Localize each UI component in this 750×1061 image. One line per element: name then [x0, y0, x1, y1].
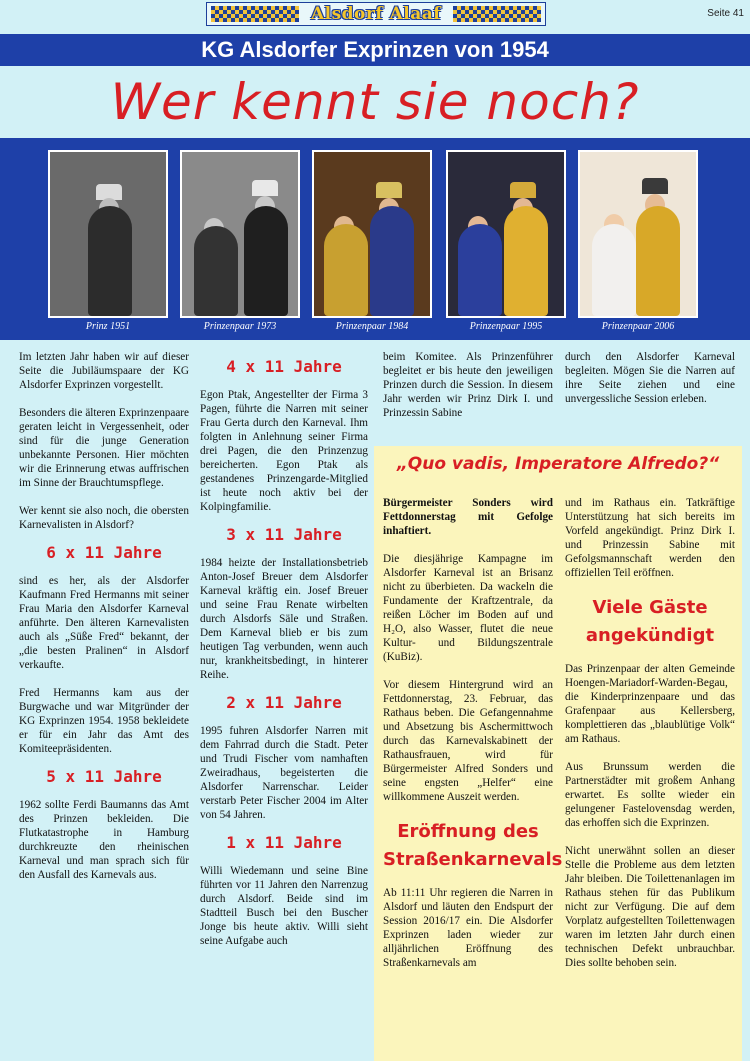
box-column-left: [383, 496, 563, 970]
paragraph: Willi Wiedemann und seine Bine führten vor 11 Jahren den Narrenzug durch Alsdorf. Beide sind im Stadtteil Busch bei den Buscher Jonge bis heute aktiv. Willi sieht seine Aufgabe auch: [200, 865, 368, 947]
paragraph: 1984 heizte der Installationsbetrieb Anton-Josef Breuer dem Alsdorfer Karneval kräftig ein. Josef Breuer und seine Frau Renate wirbelten durch Alsdorfs Säle und Straßen. Dem Karneval blieb er bis zum heutigen Tag verbunden, wenn auch nur, krankheitsbedingt, in hinterer Reihe.: [200, 557, 368, 681]
photo-prinzenpaar-1973: [180, 150, 300, 318]
article-column-3: [383, 350, 553, 420]
paragraph: durch den Alsdorfer Karneval begleiten. Mögen Sie die Narren auf ihre Seite ziehen und eine unvergessliche Session erleben.: [565, 351, 735, 405]
subheading: 4 x 11 Jahre: [226, 357, 342, 376]
photo-prinzenpaar-1984: [312, 150, 432, 318]
photo-prinz-1951: [48, 150, 168, 318]
photo-prinzenpaar-2006: [578, 150, 698, 318]
subheading: 1 x 11 Jahre: [226, 833, 342, 852]
paragraph: Ab 11:11 Uhr regieren die Narren in Alsdorf und läuten den Endspurt der Session 2016/17 ein. Die Alsdorfer Exprinzen laden wieder zur alljährlichen Eröffnung des Straßenkarnevals am: [383, 887, 553, 969]
brand-title: Alsdorf Alaaf: [310, 4, 442, 24]
photo-caption: Prinzenpaar 1973: [203, 321, 277, 332]
subheading: 3 x 11 Jahre: [226, 525, 342, 544]
paragraph: beim Komitee. Als Prinzenführer begleitet er bis heute den jeweiligen Prinzen durch die Session. In diesem Jahr werden wir Prinz Dirk I. und Prinzessin Sabine: [383, 351, 553, 419]
article-column-4: [565, 350, 735, 406]
photo-caption: Prinzenpaar 1995: [469, 321, 543, 332]
article-column-2: [200, 356, 368, 948]
paragraph: Aus Brunssum werden die Partnerstädter mit großem Anhang erwartet. Es sollte wieder ein gelungener Fastelovensdag werden, das erhoffen sich die Exprinzen.: [565, 761, 735, 829]
subheading: Eröffnung des Straßenkarnevals: [383, 821, 563, 870]
photo-strip: [0, 138, 750, 340]
photo-caption: Prinz 1951: [85, 321, 131, 332]
photo-caption: Prinzenpaar 1984: [335, 321, 409, 332]
paragraph: sind es her, als der Alsdorfer Kaufmann Fred Hermanns mit seiner Frau Maria den Alsdorfer Karneval anführte. Den älteren Karnevalisten auch als „Süße Fred“ bekannt, der „die besten Pralinen“ in Alsdorf verkaufte.: [19, 575, 189, 671]
paragraph: Das Prinzenpaar der alten Gemeinde Hoengen-Mariadorf-Warden-Begau, die Kinderprinzenpaare und das Grafenpaar aus Kellersberg, komplettieren das „blaublütige Volk“ am Rathaus.: [565, 663, 735, 745]
subheading: 2 x 11 Jahre: [226, 693, 342, 712]
paragraph: Besonders die älteren Exprinzenpaare geraten leicht in Vergessenheit, oder sind für die junge Generation unbekannte Personen. Hier möchten wir die Erinnerung etwas auffrischen im Sinne der Brauchtumspflege.: [19, 407, 189, 489]
paragraph: Egon Ptak, Angestellter der Firma 3 Pagen, führte die Narren mit seiner Frau Gerta durch den Karneval. Ihm folgten in Anlehnung seiner Firma drei Pagen, die den Prinzenzug bereicherten. Egon Ptak als gestandenes Prinzengarde-Mitglied ist heute noch aktiv bei der Kolpingfamilie.: [200, 389, 368, 513]
photo-prinzenpaar-1995: [446, 150, 566, 318]
paragraph: Im letzten Jahr haben wir auf dieser Seite die Jubiläumspaare der KG Alsdorfer Exprinzen vorgestellt.: [19, 351, 189, 391]
article-column-1: [19, 350, 189, 882]
box-title: „Quo vadis, Imperatore Alfredo?“: [396, 454, 720, 474]
page-number: Seite 41: [707, 8, 744, 19]
paragraph: 1962 sollte Ferdi Baumanns das Amt des Prinzen bekleiden. Die Flutkatastrophe in Hamburg durchkreuzte den rheinischen Karneval und man sprach sich für den Ausfall des Karnevals aus.: [19, 799, 189, 881]
section-banner: KG Alsdorfer Exprinzen von 1954: [0, 34, 750, 66]
photo-caption: Prinzenpaar 2006: [601, 321, 675, 332]
paragraph: Vor diesem Hintergrund wird an Fettdonnerstag, 23. Februar, das Rathaus beben. Die Gefangennahme und Absetzung bis Aschermittwoch durch das Karnevalskabinett der Rathausfrauen, wird für Bürgermeister Alfred Sonders und seine engsten „Helfer“ eine willkommene Auszeit werden.: [383, 679, 553, 803]
box-column-right: [565, 496, 735, 970]
page-headline: Wer kennt sie noch?: [110, 73, 640, 131]
subheading: 5 x 11 Jahre: [46, 767, 162, 786]
paragraph: 1995 fuhren Alsdorfer Narren mit dem Fahrrad durch die Stadt. Peter und Trudi Fischer vom namhaften Zweiradhaus, begeisterten die Alsdorfer Narrenschar. Leider verstarb Peter Fischer 2004 im Alter von 54 Jahren.: [200, 725, 368, 821]
paragraph: und im Rathaus ein. Tatkräftige Unterstützung hat sich bereits im Vorfeld angekündigt. Prinz Dirk I. und Prinzessin Sabine mit Gefolgsmannschaft werden den offiziellen Teil eröffnen.: [565, 497, 735, 579]
paragraph: Wer kennt sie also noch, die obersten Karnevalisten in Alsdorf?: [19, 505, 189, 531]
brand-logo: [206, 2, 546, 26]
paragraph: Fred Hermanns kam aus der Burgwache und war Mitgründer der KG Exprinzen 1954. 1958 bekleidete er für ein Jahr das Amt des Komiteepräsidenten.: [19, 687, 189, 755]
paragraph: Die diesjährige Kampagne im Alsdorfer Karneval ist an Brisanz nicht zu überbieten. Da wackeln die Fundamente der Kraftzentrale, da reißen Löcher im Boden auf und H₂O, also Wasser, flutet die neue Kultur- und Bildungszentrale (KuBiz).: [383, 553, 553, 663]
top-bar: [0, 0, 750, 30]
subheading: Viele Gäste angekündigt: [585, 597, 715, 646]
paragraph: Nicht unerwähnt sollen an dieser Stelle die Probleme aus dem letzten Jahr bleiben. Die Toilettenanlagen im Rathaus stehen für das Publikum nicht zur Verfügung. Die auf dem Vorplatz aufgestellten Toilettenwagen waren im letzten Jahr durch einen technischen Defekt unbrauchbar. Dies sollte behoben sein.: [565, 845, 735, 969]
subheading: 6 x 11 Jahre: [46, 543, 162, 562]
lead-paragraph: Bürgermeister Sonders wird Fettdonnerstag mit Gefolge inhaftiert.: [383, 497, 553, 537]
